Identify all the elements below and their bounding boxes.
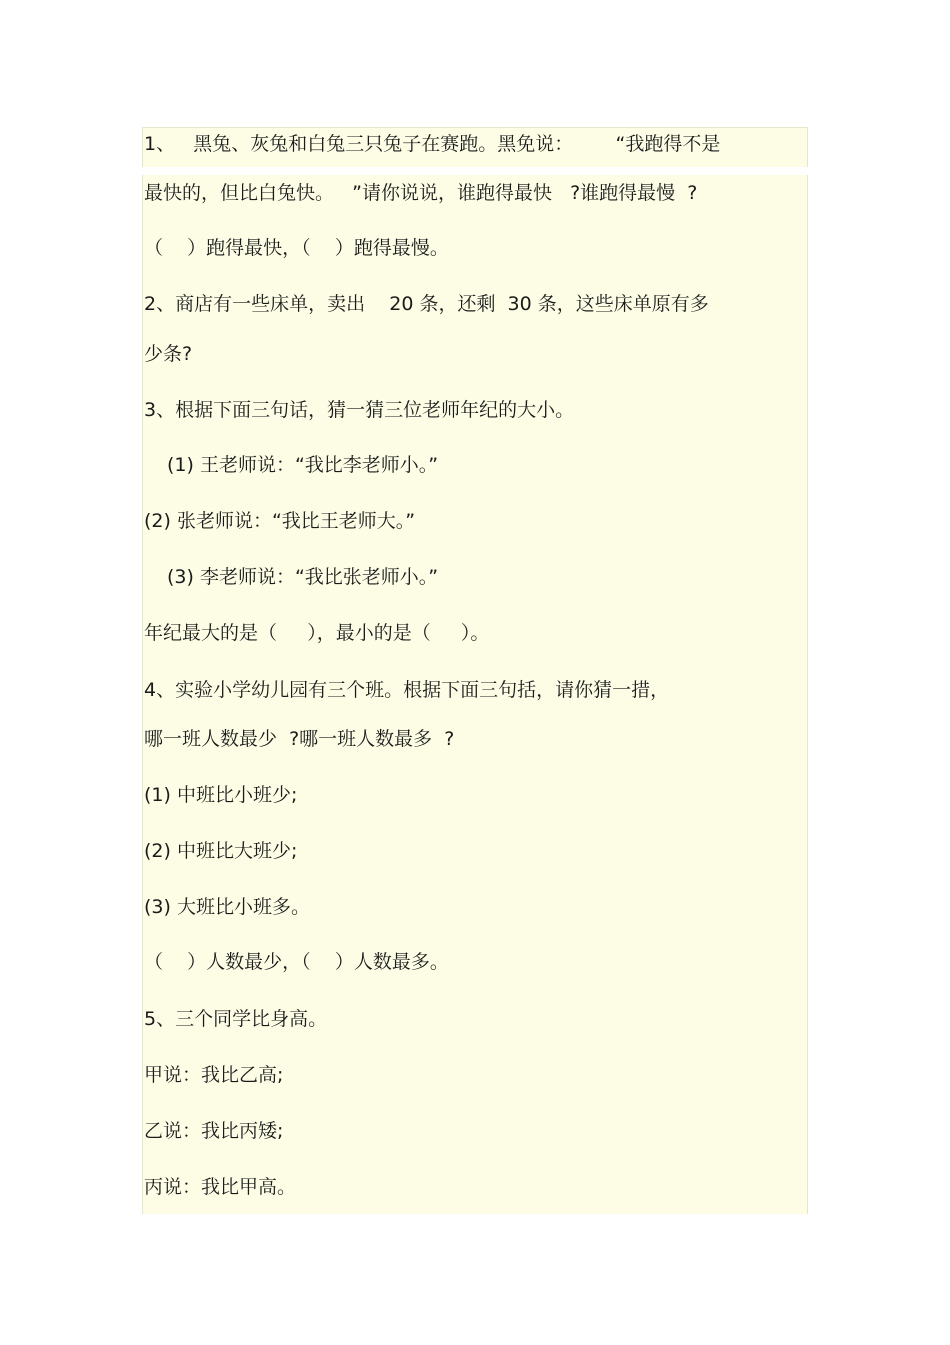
problem-4-statement-3: (3) 大班比小班多。 xyxy=(144,896,310,918)
problem-3-statement-3: (3) 李老师说：“我比张老师小。” xyxy=(167,566,439,588)
problem-5-statement-1: 甲说：我比乙高; xyxy=(144,1064,284,1086)
problem-5-statement-3: 丙说：我比甲高。 xyxy=(144,1176,297,1198)
problem-3-answer-line: 年纪最大的是（ ），最小的是（ ）。 xyxy=(144,622,490,644)
problem-5-statement-2: 乙说：我比丙矮; xyxy=(144,1120,284,1142)
problem-2-line-2: 少条? xyxy=(144,343,193,365)
problem-1-line-2: 最快的，但比白兔快。 ”请你说说，谁跑得最快 ?谁跑得最慢 ? xyxy=(144,182,698,204)
problem-3-statement-1: (1) 王老师说：“我比李老师小。” xyxy=(167,454,439,476)
problem-3-statement-2: (2) 张老师说：“我比王老师大。” xyxy=(144,510,416,532)
panel-gap xyxy=(142,167,808,175)
problem-1-answer-line: （ ）跑得最快，（ ）跑得最慢。 xyxy=(144,237,449,259)
problem-4-answer-line: （ ）人数最少，（ ）人数最多。 xyxy=(144,951,449,973)
problem-3-line-1: 3、根据下面三句话，猜一猜三位老师年纪的大小。 xyxy=(144,399,575,421)
problem-4-line-1: 4、实验小学幼儿园有三个班。根据下面三句括，请你猜一措， xyxy=(144,679,670,701)
problem-2-line-1: 2、商店有一些床单，卖出 20 条，还剩 30 条，这些床单原有多 xyxy=(144,293,709,315)
problem-5-line-1: 5、三个同学比身高。 xyxy=(144,1008,328,1030)
problem-4-statement-2: (2) 中班比大班少; xyxy=(144,840,298,862)
problem-4-statement-1: (1) 中班比小班少; xyxy=(144,784,298,806)
problem-1-line-1: 1、 黑兔、灰兔和白兔三只兔子在赛跑。黑免说： “我跑得不是 xyxy=(144,133,721,155)
problem-4-line-2: 哪一班人数最少 ?哪一班人数最多 ? xyxy=(144,728,455,750)
